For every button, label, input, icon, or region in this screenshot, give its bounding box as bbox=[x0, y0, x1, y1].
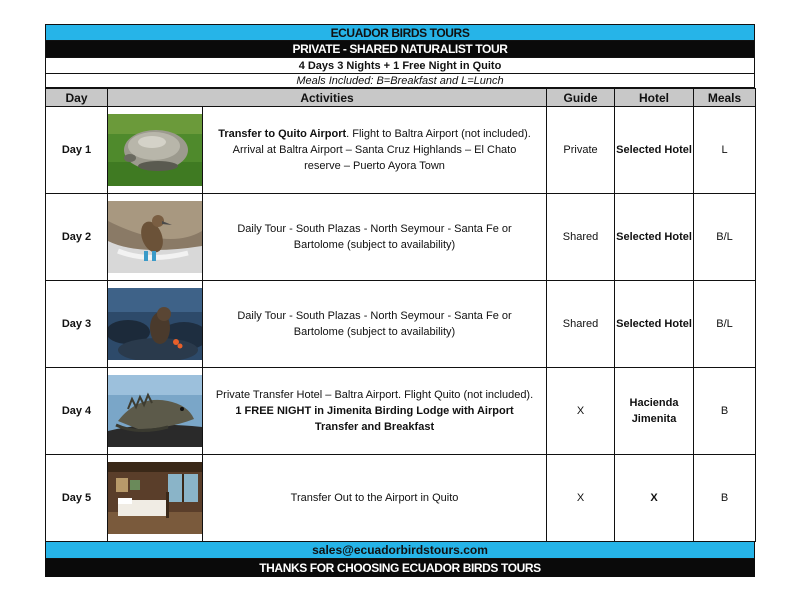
day-label: Day 4 bbox=[46, 368, 108, 455]
day-label: Day 1 bbox=[46, 107, 108, 194]
column-header-activities: Activities bbox=[108, 89, 547, 107]
tour-type-title: PRIVATE - SHARED NATURALIST TOUR bbox=[45, 41, 755, 58]
day-label: Day 2 bbox=[46, 194, 108, 281]
hotel-cell: X bbox=[615, 455, 694, 542]
meals-cell: L bbox=[694, 107, 756, 194]
meals-cell: B bbox=[694, 368, 756, 455]
guide-cell: X bbox=[547, 455, 615, 542]
hotel-cell: Selected Hotel bbox=[615, 107, 694, 194]
meals-cell: B/L bbox=[694, 281, 756, 368]
table-row bbox=[46, 368, 756, 455]
marine-iguana-photo bbox=[108, 375, 202, 447]
itinerary-document bbox=[45, 24, 755, 577]
hotel-cell: Selected Hotel bbox=[615, 194, 694, 281]
day-label: Day 3 bbox=[46, 281, 108, 368]
duration-title: 4 Days 3 Nights + 1 Free Night in Quito bbox=[45, 58, 755, 74]
table-row bbox=[46, 107, 756, 194]
table-header-row bbox=[46, 89, 756, 107]
activity-cell bbox=[203, 368, 547, 455]
column-header-meals: Meals bbox=[694, 89, 756, 107]
table-row bbox=[46, 281, 756, 368]
meals-cell: B bbox=[694, 455, 756, 542]
blue-footed-booby-photo bbox=[108, 201, 202, 273]
itinerary-table bbox=[45, 88, 756, 542]
guide-cell: X bbox=[547, 368, 615, 455]
hotel-cell: Selected Hotel bbox=[615, 281, 694, 368]
sea-lion-photo bbox=[108, 288, 202, 360]
guide-cell: Private bbox=[547, 107, 615, 194]
activity-cell: Daily Tour - South Plazas - North Seymour - Santa Fe or Bartolome (subject to availability) bbox=[203, 194, 547, 281]
meals-cell: B/L bbox=[694, 194, 756, 281]
company-title: ECUADOR BIRDS TOURS bbox=[45, 24, 755, 41]
hotel-cell: Hacienda Jimenita bbox=[615, 368, 694, 455]
sales-email-link[interactable]: sales@ecuadorbirdstours.com bbox=[45, 542, 755, 559]
activity-bold: 1 FREE NIGHT in Jimenita Birding Lodge with Airport Transfer and Breakfast bbox=[235, 405, 514, 433]
guide-cell: Shared bbox=[547, 281, 615, 368]
tortoise-photo bbox=[108, 114, 202, 186]
column-header-day: Day bbox=[46, 89, 108, 107]
lodge-room-photo bbox=[108, 462, 202, 534]
guide-cell: Shared bbox=[547, 194, 615, 281]
activity-cell bbox=[203, 107, 547, 194]
thanks-banner: THANKS FOR CHOOSING ECUADOR BIRDS TOURS bbox=[45, 559, 755, 577]
meals-note: Meals Included: B=Breakfast and L=Lunch bbox=[45, 74, 755, 88]
activity-text: Private Transfer Hotel – Baltra Airport. Flight Quito (not included). bbox=[215, 389, 534, 401]
activity-text: . Flight to Baltra Airport (not included). Arrival at Baltra Airport – Santa Cruz Highlands – El Chato reserve – Puerto Ayora Town bbox=[232, 128, 531, 172]
table-row bbox=[46, 194, 756, 281]
activity-cell: Daily Tour - South Plazas - North Seymour - Santa Fe or Bartolome (subject to availability) bbox=[203, 281, 547, 368]
column-header-guide: Guide bbox=[547, 89, 615, 107]
activity-bold: Transfer to Quito Airport bbox=[218, 128, 347, 140]
day-label: Day 5 bbox=[46, 455, 108, 542]
column-header-hotel: Hotel bbox=[615, 89, 694, 107]
table-row bbox=[46, 455, 756, 542]
activity-cell: Transfer Out to the Airport in Quito bbox=[203, 455, 547, 542]
